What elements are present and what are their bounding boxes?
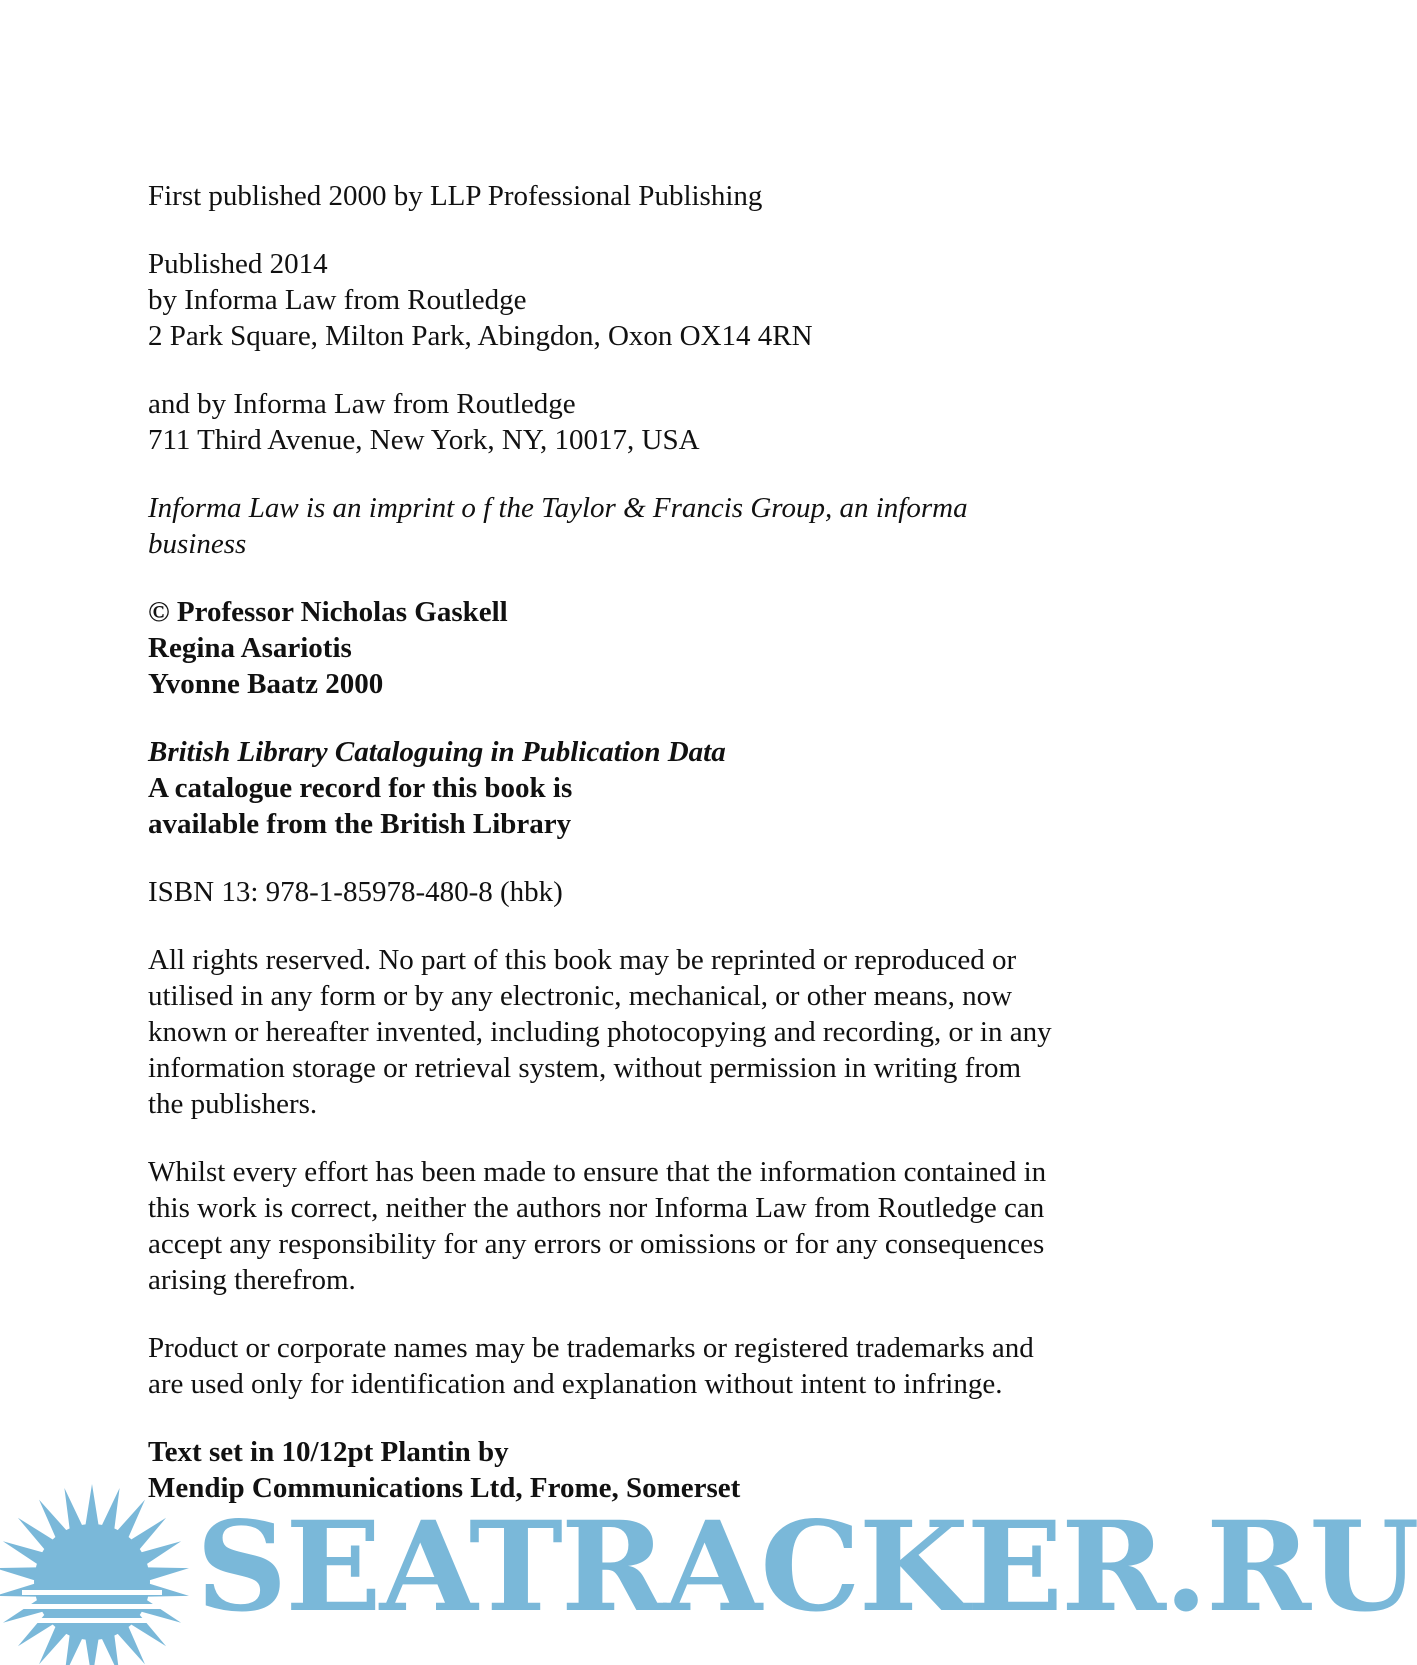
rights-line: All rights reserved. No part of this book may be reprinted or reproduced or — [148, 944, 1017, 976]
disclaimer-line: arising therefrom. — [148, 1264, 356, 1296]
published-line: by Informa Law from Routledge — [148, 284, 527, 316]
copyright-line: © Professor Nicholas Gaskell — [148, 596, 508, 628]
rights-line: known or hereafter invented, including photocopying and recording, or in any — [148, 1016, 1052, 1048]
trademarks-line: are used only for identification and explanation without intent to infringe. — [148, 1368, 1003, 1400]
typesetting-line: Text set in 10/12pt Plantin by — [148, 1436, 509, 1468]
copyright-line: Yvonne Baatz 2000 — [148, 668, 384, 700]
trademarks-line: Product or corporate names may be trademarks or registered trademarks and — [148, 1332, 1034, 1364]
us-address-line: and by Informa Law from Routledge — [148, 388, 576, 420]
cataloguing-heading: British Library Cataloguing in Publication Data — [148, 736, 726, 768]
copyright-holders — [148, 594, 1148, 702]
disclaimer-line: this work is correct, neither the authors nor Informa Law from Routledge can — [148, 1192, 1045, 1224]
sun-horizon-line — [22, 1590, 162, 1595]
cataloguing-block — [148, 734, 1148, 842]
first-published-block — [148, 178, 1148, 214]
published-line: Published 2014 — [148, 248, 328, 280]
isbn-block — [148, 874, 1148, 910]
rights-paragraph — [148, 942, 1148, 1122]
first-published-line: First published 2000 by LLP Professional Publishing — [148, 180, 763, 212]
imprint-note — [148, 490, 1148, 562]
published-line: 2 Park Square, Milton Park, Abingdon, Oxon OX14 4RN — [148, 320, 813, 352]
us-address-block — [148, 386, 1148, 458]
copyright-page — [148, 178, 1148, 1538]
cataloguing-line: available from the British Library — [148, 808, 572, 840]
publisher-address-block — [148, 246, 1148, 354]
imprint-line: business — [148, 528, 247, 560]
sun-horizon-line — [22, 1618, 162, 1623]
rights-line: utilised in any form or by any electronic, mechanical, or other means, now — [148, 980, 1013, 1012]
disclaimer-line: Whilst every effort has been made to ensure that the information contained in — [148, 1156, 1047, 1188]
rights-line: the publishers. — [148, 1088, 318, 1120]
trademarks-paragraph — [148, 1330, 1148, 1402]
disclaimer-paragraph — [148, 1154, 1148, 1298]
rights-line: information storage or retrieval system, without permission in writing from — [148, 1052, 1022, 1084]
isbn: ISBN 13: 978-1-85978-480-8 (hbk) — [148, 876, 563, 908]
sun-rays — [0, 1484, 189, 1665]
cataloguing-line: A catalogue record for this book is — [148, 772, 573, 804]
sun-horizon-line — [22, 1604, 162, 1609]
disclaimer-line: accept any responsibility for any errors or omissions or for any consequences — [148, 1228, 1045, 1260]
us-address-line: 711 Third Avenue, New York, NY, 10017, USA — [148, 424, 700, 456]
typesetting-line: Mendip Communications Ltd, Frome, Somerset — [148, 1472, 741, 1504]
watermark-text: SEATRACKER.RU — [196, 1495, 1417, 1640]
imprint-line: Informa Law is an imprint o f the Taylor & Francis Group, an informa — [148, 492, 968, 524]
copyright-line: Regina Asariotis — [148, 632, 352, 664]
